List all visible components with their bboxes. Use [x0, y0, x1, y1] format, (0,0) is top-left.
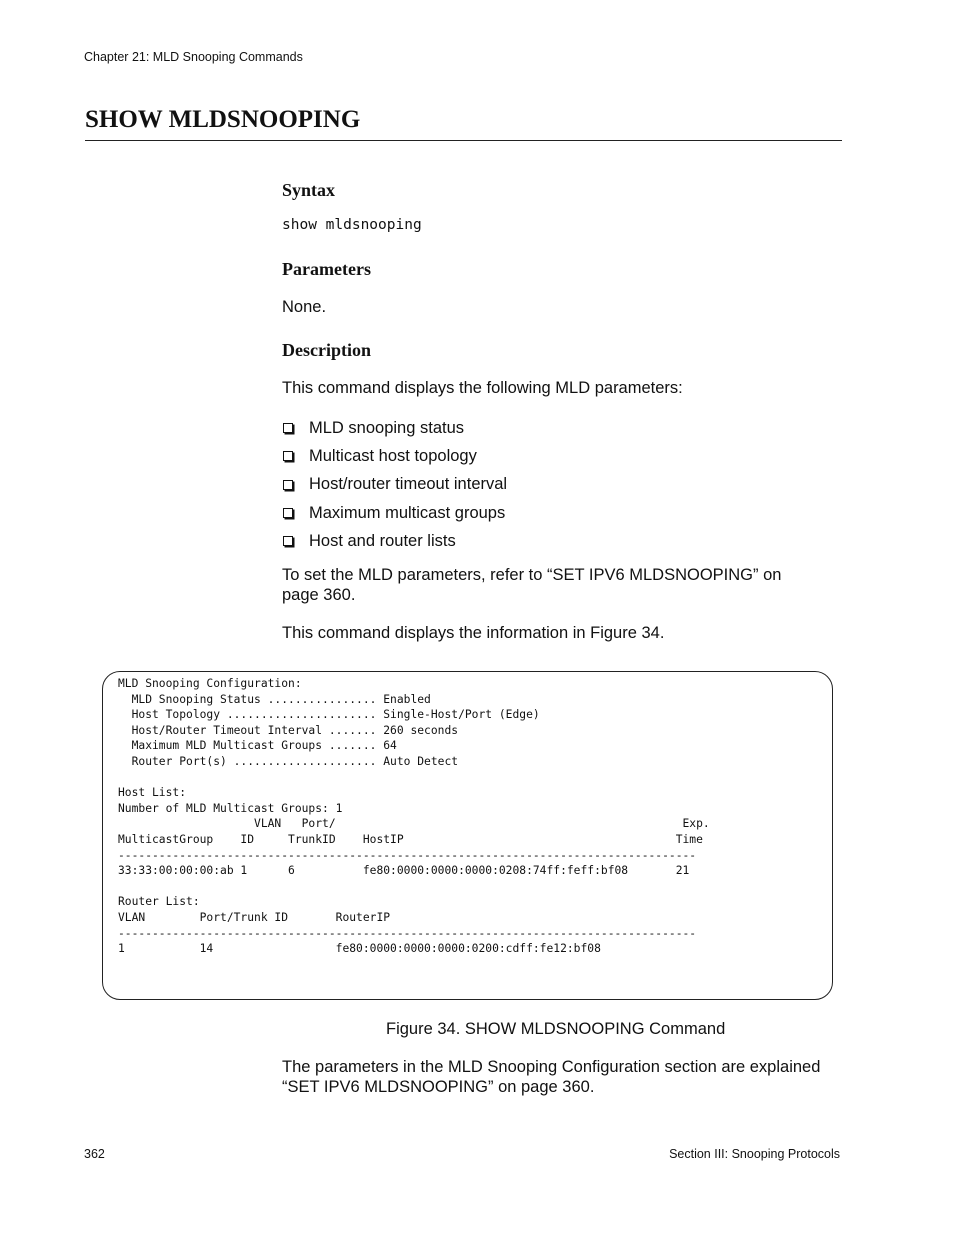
code-line: Maximum MLD Multicast Groups ....... 64 — [118, 739, 397, 753]
running-footer-section: Section III: Snooping Protocols — [669, 1147, 840, 1161]
description-intro: This command displays the following MLD parameters: — [282, 379, 683, 397]
command-output — [118, 676, 710, 957]
checkbox-bullet-icon — [283, 508, 293, 518]
figure-caption: Figure 34. SHOW MLDSNOOPING Command — [386, 1020, 726, 1038]
syntax-heading: Syntax — [282, 180, 336, 200]
code-line: ------------------------------------------------------------------------------------- — [118, 848, 697, 862]
code-line: MLD Snooping Configuration: — [118, 677, 302, 690]
code-line: Router List: — [118, 895, 200, 909]
code-line: VLAN Port/Trunk ID RouterIP — [118, 910, 391, 924]
checkbox-bullet-icon — [283, 423, 293, 433]
list-item: Multicast host topology — [282, 442, 507, 470]
code-line: VLAN Port/ Exp. — [118, 817, 710, 831]
set-parameters-paragraph: To set the MLD parameters, refer to “SET IPV6 MLDSNOOPING” on page 360. — [282, 566, 782, 604]
parameters-text: None. — [282, 298, 327, 316]
checkbox-bullet-icon — [283, 451, 293, 461]
code-line: Router Port(s) ..................... Auto Detect — [118, 754, 459, 768]
running-header: Chapter 21: MLD Snooping Commands — [84, 50, 303, 64]
code-line: 33:33:00:00:00:ab 1 6 fe80:0000:0000:0000:0208:74ff:feff:bf08 21 — [118, 864, 690, 878]
description-heading: Description — [282, 340, 371, 360]
code-line: Host Topology ...................... Single-Host/Port (Edge) — [118, 708, 540, 722]
page-number: 362 — [84, 1147, 105, 1161]
title-rule — [85, 140, 842, 141]
checkbox-bullet-icon — [283, 536, 293, 546]
code-line: MulticastGroup ID TrunkID HostIP Time — [118, 832, 703, 846]
list-item: Maximum multicast groups — [282, 499, 507, 527]
figure-reference-paragraph: This command displays the information in Figure 34. — [282, 624, 665, 642]
list-item: Host and router lists — [282, 527, 507, 555]
syntax-command: show mldsnooping — [282, 217, 422, 233]
parameter-list — [282, 414, 507, 555]
checkbox-bullet-icon — [283, 480, 293, 490]
parameters-heading: Parameters — [282, 259, 371, 279]
code-line: Host List: — [118, 786, 187, 800]
code-line: 1 14 fe80:0000:0000:0000:0200:cdff:fe12:bf08 — [118, 942, 601, 956]
closing-paragraph: The parameters in the MLD Snooping Configuration section are explained “SET IPV6 MLDSNOOPING” on page 360. — [282, 1058, 821, 1096]
code-line: Number of MLD Multicast Groups: 1 — [118, 801, 343, 815]
code-line — [118, 770, 710, 786]
list-item: Host/router timeout interval — [282, 471, 507, 499]
page-title: SHOW MLDSNOOPING — [85, 106, 361, 133]
list-item: MLD snooping status — [282, 414, 507, 442]
code-line: Host/Router Timeout Interval ....... 260 seconds — [118, 723, 459, 737]
code-line: MLD Snooping Status ................ Enabled — [118, 692, 431, 706]
code-line: ------------------------------------------------------------------------------------- — [118, 926, 697, 940]
code-line — [118, 879, 710, 895]
